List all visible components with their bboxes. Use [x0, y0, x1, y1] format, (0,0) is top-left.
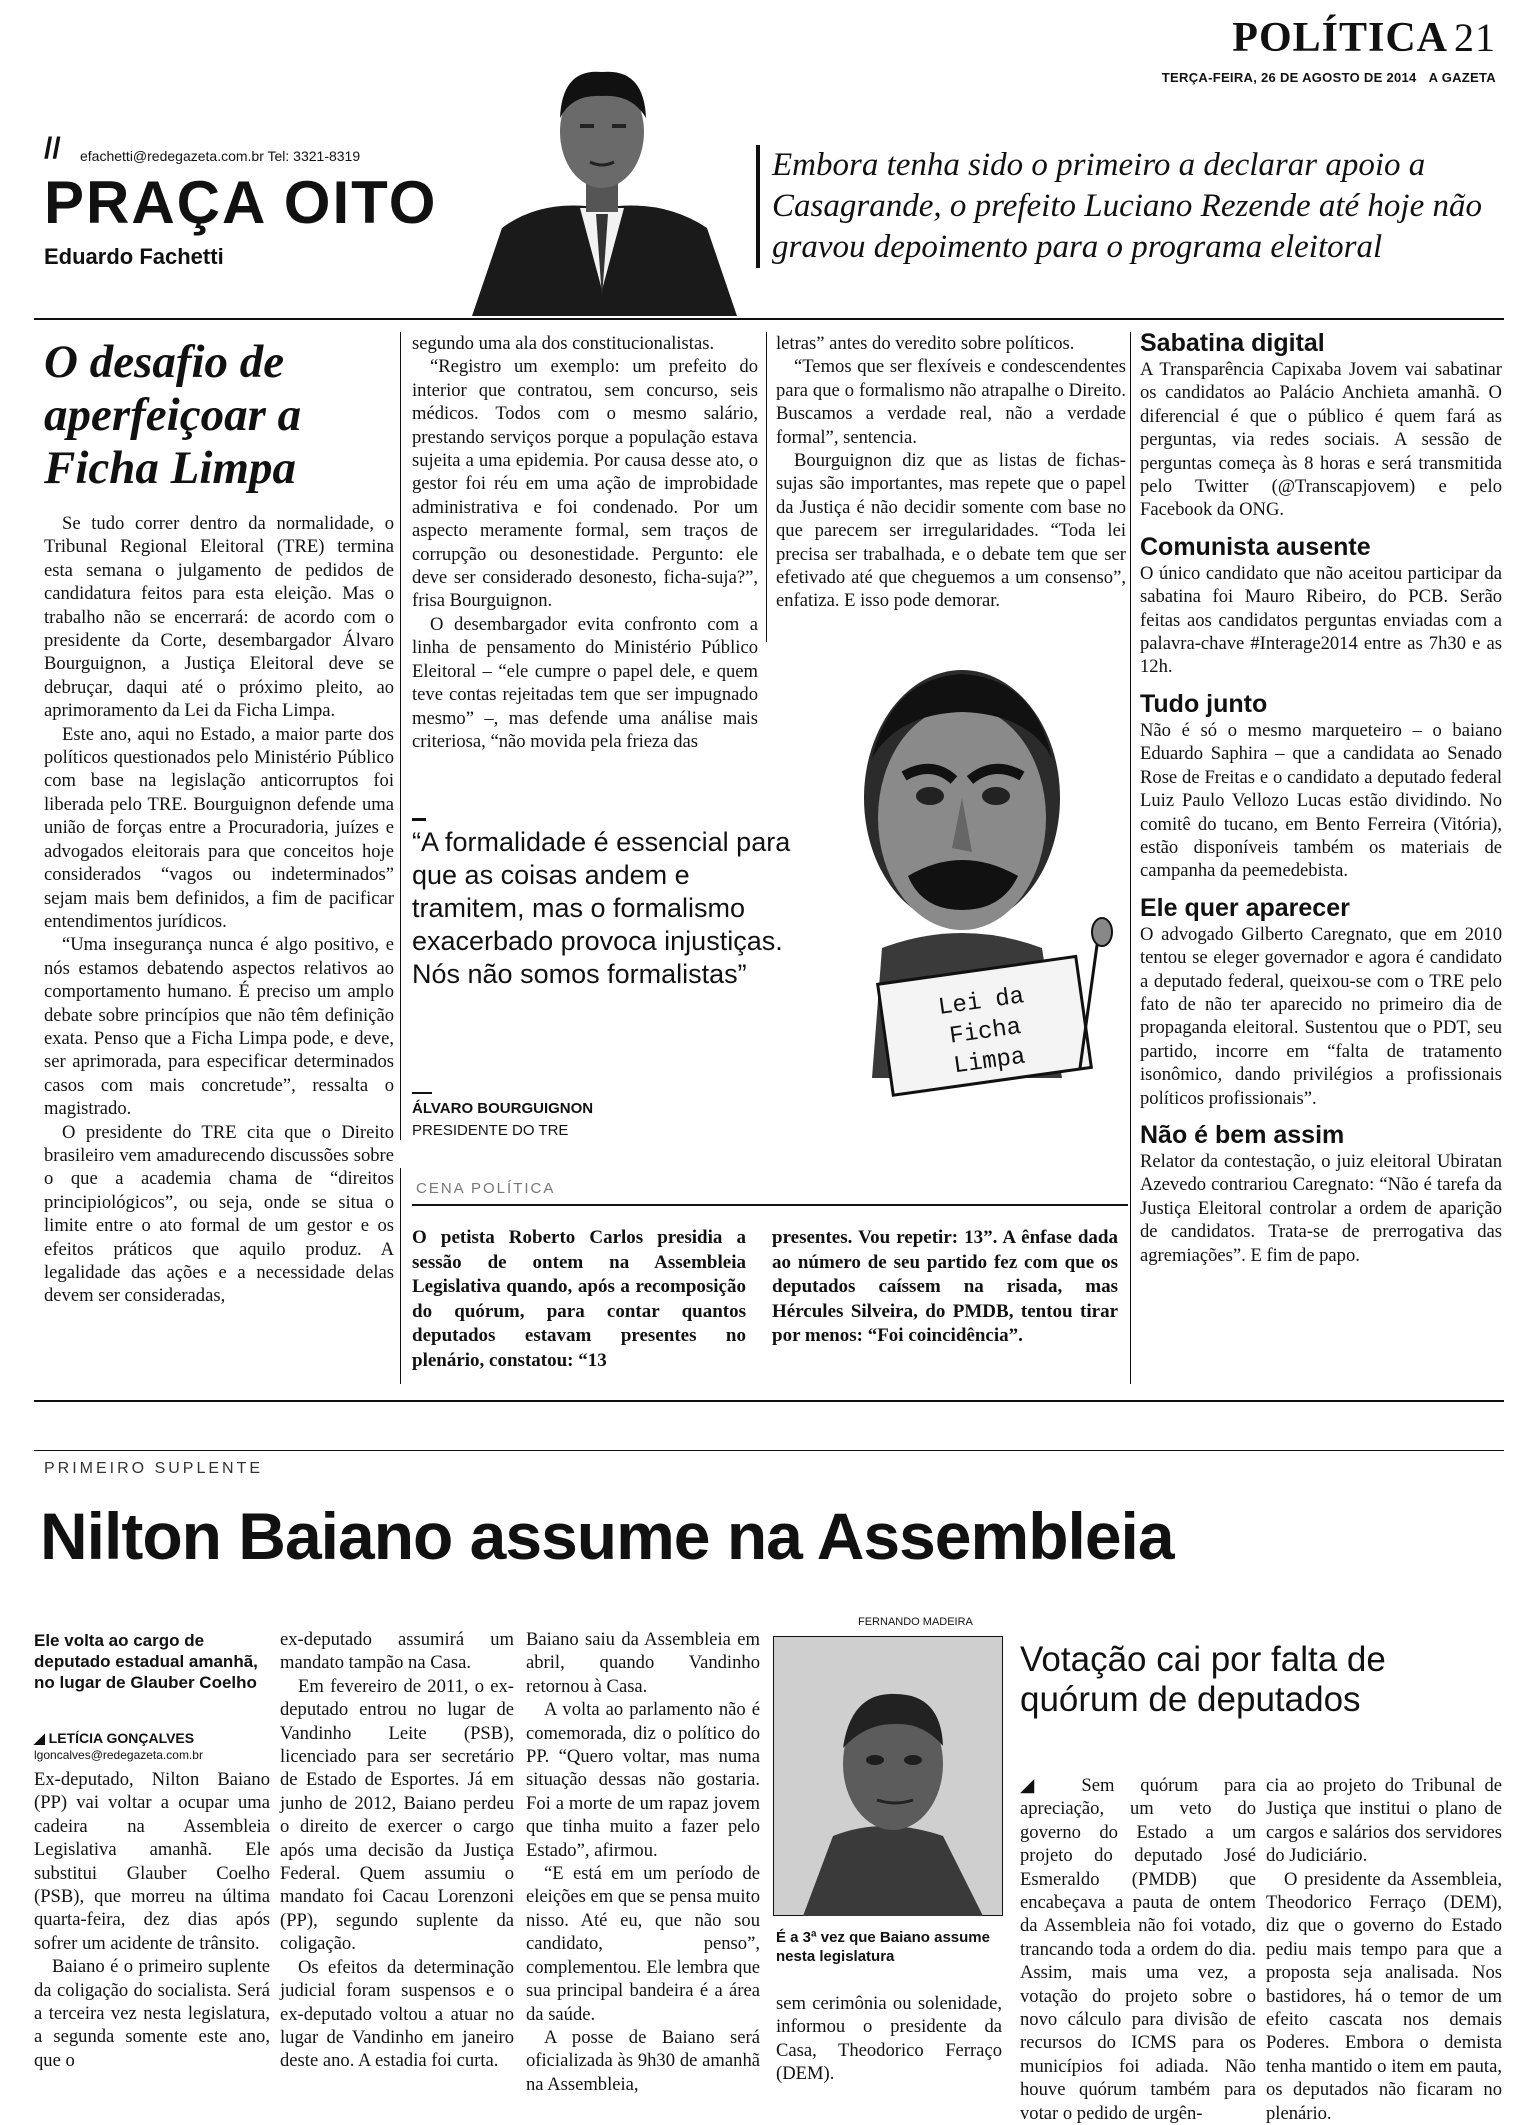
- pullquote-attribution-name: ÁLVARO BOURGUIGNON: [412, 1100, 594, 1117]
- paragraph-text: Sem quórum para apreciação, um veto do governo do Estado a um projeto do deputado José Esmeraldo (PMDB) que encabeçava a pauta de ontem da Assembleia não foi votado, trancando toda a ordem do dia. Assim, mais uma vez, a votação do projeto sobre o novo cálculo para divisão de recursos do ICMS para os municípios foi adiada. Não houve quórum também para votar o pedido de urgên-: [1020, 1775, 1256, 2124]
- sub-story-headline: Votação cai por falta de quórum de deputados: [1020, 1640, 1386, 1719]
- pullquote-mark: [412, 818, 426, 821]
- column-divider: [766, 332, 767, 642]
- column-slash-icon: //: [44, 132, 61, 165]
- story-column-4: sem cerimônia ou solenidade, informou o presidente da Casa, Theodorico Ferraço (DEM).: [776, 1993, 1002, 2085]
- note-text: A Transparência Capixaba Jovem vai sabatinar os candidatos ao Palácio Anchieta amanhã. O diferencial é que o público é quem fará as perguntas, via redes sociais. A sessão de perguntas começa às 8 horas e será transmitida pelo Twitter (@Transcapjovem) e pelo Facebook da ONG.: [1140, 359, 1502, 521]
- column-divider: [1130, 332, 1131, 1384]
- column-divider: [400, 1168, 401, 1384]
- section-rule: [34, 1450, 1504, 1451]
- byline: ◢ LETÍCIA GONÇALVES: [34, 1730, 195, 1746]
- paragraph: “E está em um período de eleições em que se pensa muito nisso. Até eu, que não sou candidato, penso”, complementou. Ele lembra que sua principal bandeira é a área da saúde.: [526, 1863, 760, 2025]
- paragraph: “Temos que ser flexíveis e condescendentes para que o formalismo não atrapalhe o Direito. Buscamos a verdade real, não a verdade formal”, sentencia.: [776, 356, 1126, 448]
- lead-column-1: [44, 512, 394, 1308]
- lead-column-3: [776, 332, 1126, 613]
- paragraph: cia ao projeto do Tribunal de Justiça que institui o plano de cargos e salários dos servidores do Judiciário.: [1266, 1775, 1502, 1867]
- column-banner-quote: Embora tenha sido o primeiro a declarar apoio a Casagrande, o prefeito Luciano Rezende até hoje não gravou depoimento para o programa eleitoral: [756, 145, 1520, 268]
- paragraph: O presidente do TRE cita que o Direito brasileiro vem amadurecendo discussões sobre o que a academia chama de “direitos principiológicos”, ou seja, onde se situa o limite entre o ato formal de um gestor e os efeitos práticos que aquilo produz. A legalidade das ações e a necessidade delas devem ser consideradas,: [44, 1121, 394, 1307]
- paragraph: Baiano é o primeiro suplente da coligação do socialista. Será a terceira vez nesta legislatura, a segunda somente este ano, que o: [34, 1956, 270, 2071]
- paragraph: O desembargador evita confronto com a linha de pensamento do Ministério Público Eleitoral – “ele cumpre o papel dele, e quem teve contas rejeitadas tem que ser impugnado mesmo” –, mas defende uma análise mais criteriosa, “não movida pela frieza das: [412, 613, 758, 752]
- cena-column-2: presentes. Vou repetir: 13”. A ênfase dada ao número de seu partido fez com que os deputados caíssem na risada, mas Hércules Silveira, do PMDB, tentou tirar por menos: “Foi coincidência”.: [772, 1227, 1118, 1346]
- story-column-3: [526, 1628, 760, 2096]
- column-title: PRAÇA OITO: [44, 169, 438, 236]
- note-text: O advogado Gilberto Caregnato, que em 2010 tentou se eleger governador e agora é candidato a deputado federal, queixou-se com o TRE pelo fato de não ter aparecido no primeiro dia de propaganda eleitoral. Sustentou que o PDT, seu partido, incorre em “falta de tratamento isonômico, dando privilégios a profissionais políticos profissionais”.: [1140, 923, 1502, 1109]
- pullquote-attribution-role: PRESIDENTE DO TRE: [412, 1122, 569, 1139]
- byline-email: lgoncalves@redegazeta.com.br: [34, 1748, 203, 1762]
- section-header: [1232, 14, 1496, 62]
- sub-story-column-2: [1266, 1774, 1502, 2125]
- sign-text: Ficha: [947, 1013, 1023, 1051]
- paragraph: “Uma insegurança nunca é algo positivo, e nós estamos debatendo aspectos relativos ao comportamento humano. É preciso um amplo debate sobre princípios que não têm definição exata. Penso que a Ficha Limpa pode, e deve, ser aprimorada, para especificar determinados casos com mais concretude”, ressalta o magistrado.: [44, 934, 394, 1120]
- sub-story-column-1: [1020, 1774, 1256, 2125]
- paragraph: ex-deputado assumirá um mandato tampão na Casa.: [280, 1629, 514, 1674]
- dateline: [1162, 70, 1496, 85]
- paragraph: Este ano, aqui no Estado, a maior parte dos políticos questionados pelo Ministério Público com base na legislação anticorruptos foi liberada pelo TRE. Bourguignon defende uma união de forças entre a Procuradoria, juízes e advogados eleitorais para que conceitos hoje considerados “vagos ou indeterminados” sejam mais bem definidos, a fim de pacificar entendimentos jurídicos.: [44, 723, 394, 932]
- page-number: 21: [1454, 15, 1496, 60]
- column-author: Eduardo Fachetti: [44, 244, 224, 269]
- column-divider: [400, 332, 401, 1140]
- cena-column-1: O petista Roberto Carlos presidia a sessão de ontem na Assembleia Legislativa quando, após a recomposição do quórum, para contar quantos deputados estavam presentes no plenário, constatou: “13: [412, 1227, 746, 1371]
- story-column-1: [34, 1768, 270, 2072]
- lead-headline: O desafio de aperfeiçoar a Ficha Limpa: [44, 336, 302, 494]
- paragraph: Ex-deputado, Nilton Baiano (PP) vai voltar a ocupar uma cadeira na Assembleia Legislativa amanhã. Ele substitui Glauber Coelho (PSB), que morreu na última quarta-feira, dez dias após sofrer um acidente de trânsito.: [34, 1769, 270, 1954]
- paragraph: Bourguignon diz que as listas de fichas-sujas são importantes, mas repete que o papel da Justiça é não decidir somente com base no que parecem ser irregularidades. “Toda lei precisa ser trabalhada, e o debate tem que ser efetivado até que cheguemos a um consenso”, enfatiza. E isso pode demorar.: [776, 450, 1126, 612]
- note-text: Não é só o mesmo marqueteiro – o baiano Eduardo Saphira – que a candidata ao Senado Rose de Freitas e o candidato a deputado federal Luiz Paulo Vellozo Lucas estão dividindo. No comitê do tucano, em Bento Ferreira (Vitória), estão disponíveis também os materiais de campanha da peemedebista.: [1140, 719, 1502, 882]
- story-deck: Ele volta ao cargo de deputado estadual amanhã, no lugar de Glauber Coelho: [34, 1631, 258, 1692]
- sign-text: Limpa: [952, 1043, 1028, 1081]
- columnist-portrait: [462, 58, 744, 316]
- news-photo: [773, 1636, 1003, 1916]
- note-title: Não é bem assim: [1140, 1120, 1345, 1149]
- notes-sidebar: [1140, 328, 1502, 1277]
- paragraph: Em fevereiro de 2011, o ex-deputado entrou no lugar de Vandinho Leite (PSB), licenciado para ser secretário de Estado de Esportes. Já em junho de 2012, Baiano perdeu o direito de exercer o cargo após uma decisão da Justiça Federal. Quem assumiu o mandato foi Cacau Lorenzoni (PP), segundo suplente da coligação.: [280, 1675, 514, 1955]
- date-text: TERÇA-FEIRA, 26 DE AGOSTO DE 2014: [1161, 70, 1417, 85]
- byline-name: LETÍCIA GONÇALVES: [48, 1730, 195, 1746]
- lead-column-2: [412, 332, 758, 753]
- section-rule: [34, 1400, 1504, 1402]
- paragraph: ◢ Sem quórum para apreciação, um veto do governo do Estado a um projeto do deputado José Esmeraldo (PMDB) que encabeçava a pauta de ontem da Assembleia não foi votado, trancando toda a ordem do dia. Assim, mais uma vez, a votação do projeto sobre o novo cálculo para divisão de recursos do ICMS para os municípios foi adiada. Não houve quórum também para votar o pedido de urgên-: [1020, 1775, 1256, 2124]
- paragraph: segundo uma ala dos constitucionalistas.: [412, 333, 715, 354]
- story-column-2: [280, 1628, 514, 2073]
- column-contact: efachetti@redegazeta.com.br Tel: 3321-8319: [80, 148, 361, 164]
- note-text: O único candidato que não aceitou participar da sabatina foi Mauro Ribeiro, do PCB. Serão feitas aos candidatos perguntas enviadas com a palavra-chave #Interage2014 entre as 7h30 e as 12h.: [1140, 562, 1502, 678]
- sign-text: Lei da: [936, 983, 1026, 1022]
- story-headline: Nilton Baiano assume na Assembleia: [40, 1499, 1174, 1573]
- note-title: Tudo junto: [1140, 689, 1268, 718]
- paragraph: Baiano saiu da Assembleia em abril, quando Vandinho retornou à Casa.: [526, 1629, 760, 1697]
- photo-caption: É a 3ª vez que Baiano assume nesta legislatura: [776, 1929, 990, 1965]
- cena-rule: [412, 1204, 1128, 1206]
- note-text: Relator da contestação, o juiz eleitoral Ubiratan Azevedo contrariou Caregnato: “Não é tarefa da Justiça Eleitoral controlar a ordem de aparição de candidatos. Trata-se de prerrogativa das agremiações”. E fim de papo.: [1140, 1150, 1502, 1266]
- pullquote-rule: [412, 1092, 432, 1094]
- cena-label: CENA POLÍTICA: [416, 1180, 556, 1197]
- pull-quote: “A formalidade é essencial para que as coisas andem e tramitem, mas o formalismo exacerbado provoca injustiças. Nós não somos formalistas”: [412, 827, 791, 989]
- story-kicker: PRIMEIRO SUPLENTE: [44, 1460, 264, 1477]
- header-rule: [34, 318, 1504, 320]
- paragraph: O presidente da Assembleia, Theodorico Ferraço (DEM), diz que o governo do Estado pediu mais tempo para que a proposta seja analisada. Nos bastidores, há o temor de um efeito cascata nos demais Poderes. Embora o demista tenha mantido o item em pauta, os deputados não ficaram no plenário.: [1266, 1868, 1502, 2124]
- paragraph: A posse de Baiano será oficializada às 9h30 de amanhã na Assembleia,: [526, 2026, 760, 2095]
- note-title: Sabatina digital: [1140, 329, 1325, 357]
- caricature-illustration: [812, 648, 1157, 1140]
- photo-credit: FERNANDO MADEIRA: [858, 1616, 973, 1628]
- section-name: POLÍTICA: [1232, 15, 1448, 61]
- paragraph: Os efeitos da determinação judicial foram suspensos e o ex-deputado voltou a atuar no lugar de Vandinho em janeiro deste ano. A estadia foi curta.: [280, 1956, 514, 2072]
- newspaper-brand: A GAZETA: [1428, 70, 1496, 85]
- note-title: Comunista ausente: [1140, 532, 1371, 561]
- paragraph: “Registro um exemplo: um prefeito do interior que contratou, sem concurso, seis médicos. Todos com o mesmo salário, prestando serviços porque a população estava sujeita a uma epidemia. Por causa desse ato, o gestor foi réu em uma ação de improbidade administrativa e foi condenado. Por um aspecto meramente formal, sem traços de corrupção ou desonestidade. Pergunto: ele deve ser considerado desonesto, ficha-suja?”, frisa Bourguignon.: [412, 356, 758, 612]
- paragraph: Se tudo correr dentro da normalidade, o Tribunal Regional Eleitoral (TRE) termina esta semana o julgamento de pedidos de candidatura feitos para esta eleição. Mas o trabalho não se encerrará: de acordo com o presidente da Corte, desembargador Álvaro Bourguignon, a Justiça Eleitoral deve se debruçar, daqui até o próximo pleito, ao aprimoramento da Lei da Ficha Limpa.: [44, 513, 394, 722]
- paragraph: A volta ao parlamento não é comemorada, diz o político do PP. “Quero voltar, mas numa situação dessas não gostaria. Foi a morte de um rapaz jovem que tinha muito a fazer pelo Estado”, afirmou.: [526, 1699, 760, 1861]
- paragraph: letras” antes do veredito sobre políticos.: [776, 333, 1075, 354]
- note-title: Ele quer aparecer: [1140, 893, 1350, 922]
